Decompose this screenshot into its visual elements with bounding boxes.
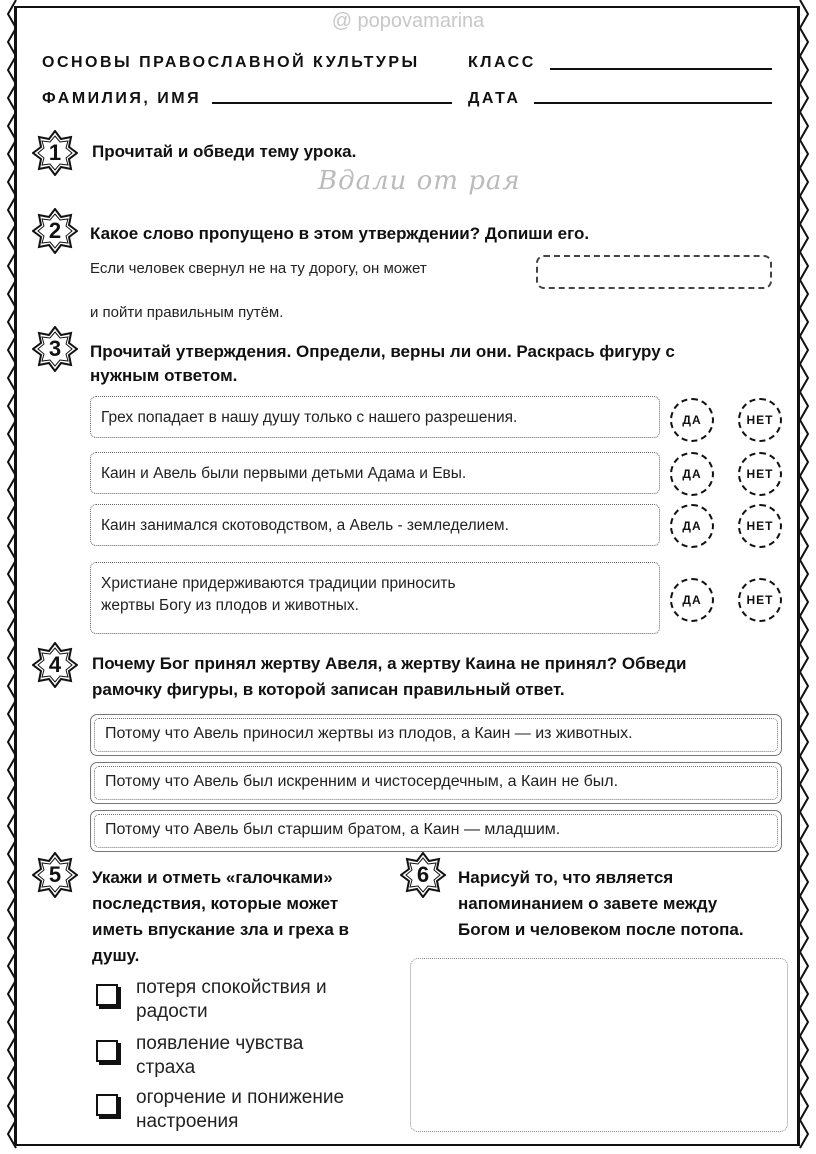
task-number: 5: [48, 862, 62, 887]
task4-question-line2: рамочку фигуры, в которой записан правильный ответ.: [92, 680, 565, 699]
drawing-area[interactable]: [410, 958, 788, 1132]
name-field[interactable]: [212, 90, 452, 104]
task5-question-line: Укажи и отметь «галочками»: [92, 868, 333, 887]
date-label: ДАТА: [468, 90, 521, 107]
consequence-checkbox[interactable]: [96, 984, 118, 1006]
yes-circle[interactable]: ДА: [670, 398, 714, 442]
task3-question-line2: нужным ответом.: [90, 366, 238, 385]
class-field[interactable]: [550, 56, 772, 70]
no-circle[interactable]: НЕТ: [738, 504, 782, 548]
task2-question: Какое слово пропущено в этом утверждении? Допиши его.: [90, 224, 590, 243]
task-number-badge: [32, 642, 78, 688]
task-number-badge: [32, 852, 78, 898]
task1-question: Прочитай и обведи тему урока.: [92, 142, 357, 161]
answer-option[interactable]: [90, 714, 782, 756]
answer-option[interactable]: [90, 810, 782, 852]
option-text-line: появление чувства: [136, 1033, 304, 1054]
task-number: 2: [48, 218, 62, 243]
task-number-badge: [400, 852, 446, 898]
answer-option-text: Потому что Авель был старшим братом, а Каин — младшим.: [94, 814, 778, 848]
no-circle[interactable]: НЕТ: [738, 398, 782, 442]
task3-question-line1: Прочитай утверждения. Определи, верны ли они. Раскрась фигуру с: [90, 342, 675, 361]
consequence-checkbox[interactable]: [96, 1094, 118, 1116]
option-text-line: страха: [136, 1057, 196, 1078]
no-circle[interactable]: НЕТ: [738, 452, 782, 496]
missing-word-input[interactable]: [536, 255, 772, 289]
statement-box: Грех попадает в нашу душу только с нашего разрешения.: [90, 396, 660, 438]
task6-question-line: напоминанием о завете между: [458, 894, 718, 913]
yes-circle[interactable]: ДА: [670, 504, 714, 548]
task5-question-line: душу.: [92, 946, 140, 965]
option-text-line: потеря спокойствия и: [136, 977, 327, 998]
task5-question-line: последствия, которые может: [92, 894, 339, 913]
task-number: 3: [48, 336, 62, 361]
yes-circle[interactable]: ДА: [670, 578, 714, 622]
statement-box: Каин занимался скотоводством, а Авель - земледелием.: [90, 504, 660, 546]
statement-box: Каин и Авель были первыми детьми Адама и Евы.: [90, 452, 660, 494]
watermark: @ popovamarina: [331, 10, 485, 32]
answer-option-text: Потому что Авель приносил жертвы из плодов, а Каин — из животных.: [94, 718, 778, 752]
option-text-line: настроения: [136, 1111, 239, 1132]
yes-circle[interactable]: ДА: [670, 452, 714, 496]
statement-box: Христиане придерживаются традиции приносить жертвы Богу из плодов и животных.: [90, 562, 660, 634]
task6-question-line: Богом и человеком после потопа.: [458, 920, 744, 939]
task2-sentence-start: Если человек свернул не на ту дорогу, он может: [90, 260, 427, 277]
task6-question-line: Нарисуй то, что является: [458, 868, 674, 887]
subject-title: ОСНОВЫ ПРАВОСЛАВНОЙ КУЛЬТУРЫ: [42, 54, 420, 71]
left-border-ornament: [4, 0, 20, 1154]
option-text-line: огорчение и понижение: [136, 1087, 345, 1108]
task-number: 4: [48, 652, 62, 677]
right-border-ornament: [796, 0, 812, 1154]
no-circle[interactable]: НЕТ: [738, 578, 782, 622]
consequence-checkbox[interactable]: [96, 1040, 118, 1062]
task-number: 1: [48, 140, 62, 165]
answer-option-text: Потому что Авель был искренним и чистосердечным, а Каин не был.: [94, 766, 778, 800]
lesson-topic-text[interactable]: Вдали от рая: [318, 166, 521, 196]
class-label: КЛАСС: [468, 54, 536, 71]
name-label: ФАМИЛИЯ, ИМЯ: [42, 90, 202, 107]
task-number-badge: [32, 326, 78, 372]
option-text-line: радости: [136, 1001, 208, 1022]
answer-option[interactable]: [90, 762, 782, 804]
date-field[interactable]: [534, 90, 772, 104]
task-number: 6: [416, 862, 430, 887]
task2-sentence-end: и пойти правильным путём.: [90, 304, 284, 321]
task-number-badge: [32, 208, 78, 254]
task5-question-line: иметь впускание зла и греха в: [92, 920, 349, 939]
task4-question-line1: Почему Бог принял жертву Авеля, а жертву Каина не принял? Обведи: [92, 654, 687, 673]
task-number-badge: [32, 130, 78, 176]
